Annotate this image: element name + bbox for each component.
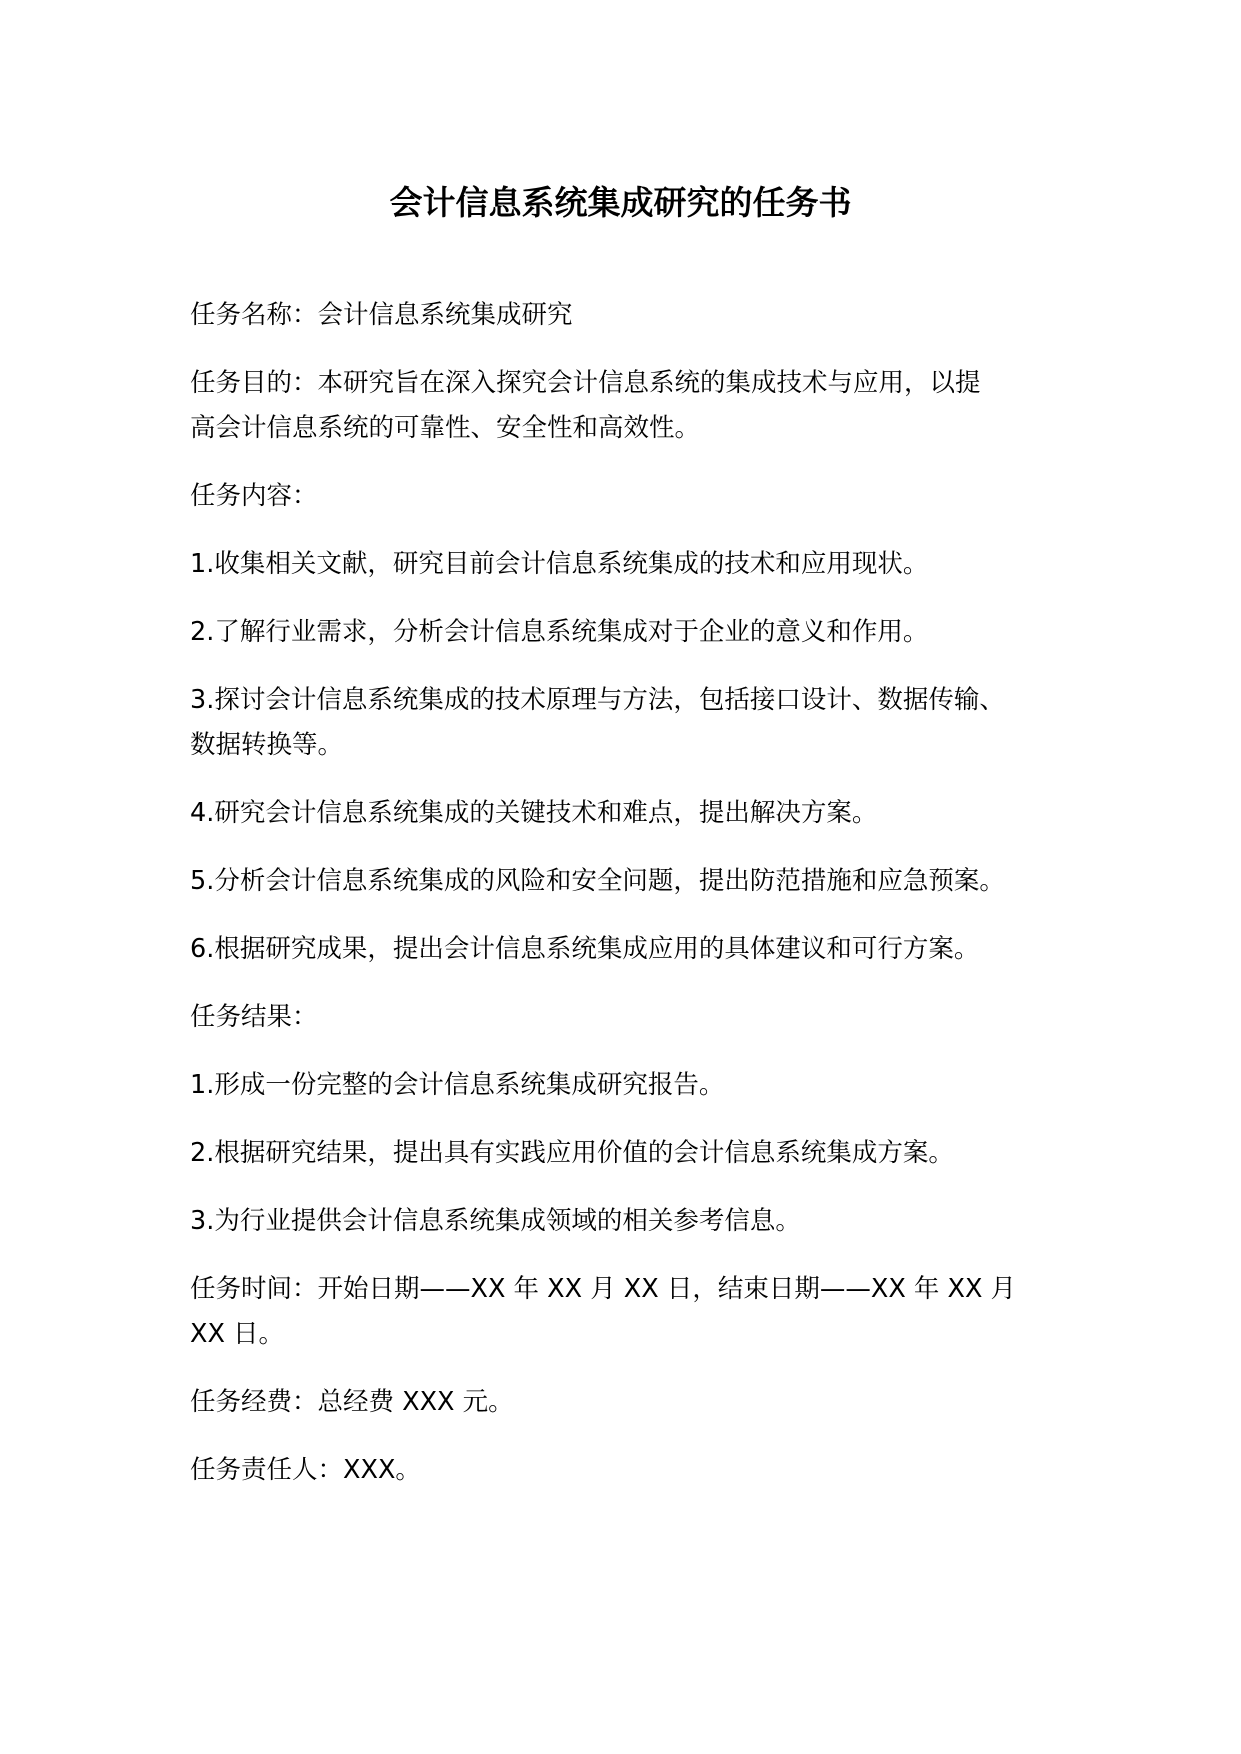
result-item-2: 2.根据研究结果，提出具有实践应用价值的会计信息系统集成方案。	[190, 1138, 954, 1168]
result-item-1: 1.形成一份完整的会计信息系统集成研究报告。	[190, 1070, 725, 1100]
task-purpose-line-1: 任务目的：本研究旨在深入探究会计信息系统的集成技术与应用，以提	[190, 368, 981, 398]
result-item-3: 3.为行业提供会计信息系统集成领域的相关参考信息。	[190, 1206, 801, 1236]
task-name: 任务名称：会计信息系统集成研究	[190, 300, 573, 330]
task-purpose	[190, 361, 1060, 451]
content-item-2: 2.了解行业需求，分析会计信息系统集成对于企业的意义和作用。	[190, 617, 929, 647]
task-budget: 任务经费：总经费 XXX 元。	[190, 1387, 514, 1417]
content-heading: 任务内容：	[190, 481, 318, 511]
document-title: 会计信息系统集成研究的任务书	[389, 183, 852, 222]
task-time	[190, 1267, 1060, 1357]
content-item-3-line-1: 3.探讨会计信息系统集成的技术原理与方法，包括接口设计、数据传输、	[190, 685, 1005, 715]
content-item-6: 6.根据研究成果，提出会计信息系统集成应用的具体建议和可行方案。	[190, 934, 980, 964]
document-body	[190, 293, 1060, 1516]
content-item-1: 1.收集相关文献，研究目前会计信息系统集成的技术和应用现状。	[190, 549, 929, 579]
task-purpose-line-2: 高会计信息系统的可靠性、安全性和高效性。	[190, 413, 701, 443]
content-item-4: 4.研究会计信息系统集成的关键技术和难点，提出解决方案。	[190, 798, 878, 828]
task-time-line-2: XX 日。	[190, 1319, 285, 1349]
content-item-3	[190, 678, 1060, 768]
content-item-3-line-2: 数据转换等。	[190, 730, 344, 760]
task-time-line-1: 任务时间：开始日期——XX 年 XX 月 XX 日，结束日期——XX 年 XX 月	[190, 1274, 1017, 1304]
content-item-5: 5.分析会计信息系统集成的风险和安全问题，提出防范措施和应急预案。	[190, 866, 1005, 896]
results-heading: 任务结果：	[190, 1002, 318, 1032]
task-owner: 任务责任人：XXX。	[190, 1455, 421, 1485]
